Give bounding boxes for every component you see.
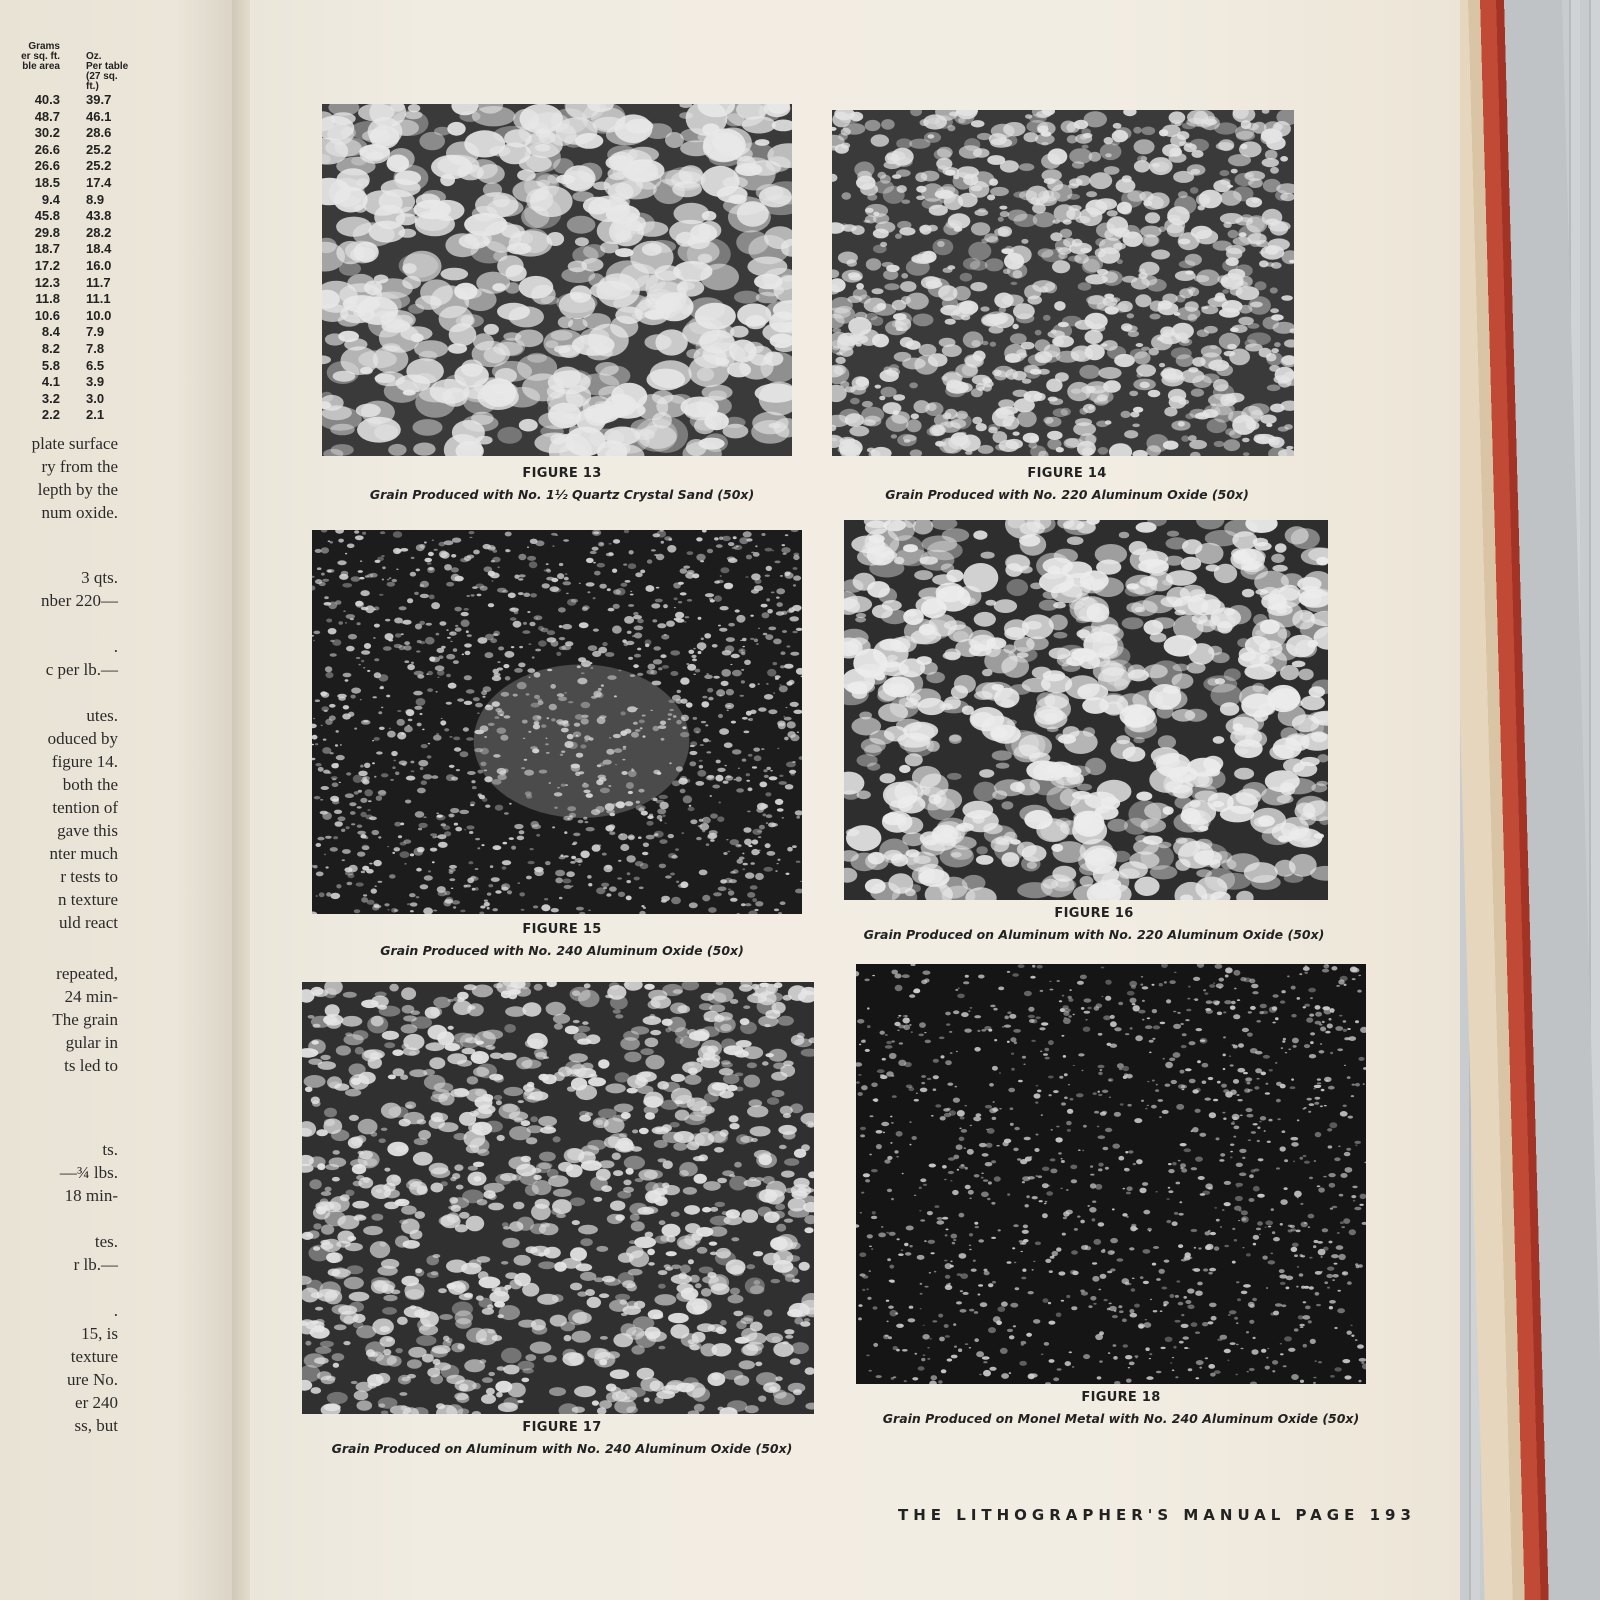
text-line: ts. [102,1140,118,1159]
table-row [0,192,140,209]
figure-14-photo [832,110,1294,456]
table-row [0,308,140,325]
text-line: c per lb.— [45,660,118,679]
table-cell-grams: 18.7 [34,241,60,257]
figure-16-label: FIGURE 16 [1054,906,1134,921]
table-row [0,208,140,225]
text-line: uld react [59,913,118,932]
table-cell-grams: 40.3 [34,92,60,107]
table-cell-grams: 29.8 [34,224,60,240]
text-line: repeated, [56,964,118,983]
table-row [0,358,140,375]
table-cell-grams: 26.6 [34,158,60,174]
table-cell-grams: 26.6 [34,141,60,157]
table-row [0,374,140,391]
table-header-grams: Grams [28,41,60,52]
text-line: nber 220— [41,591,118,610]
figure-15-photo [312,530,802,914]
table-row [0,407,140,424]
text-line: 18 min- [64,1186,118,1205]
figure-15-description: Grain Produced with No. 240 Aluminum Oxide (50x) [380,943,744,958]
table-row [0,241,140,258]
left-text-block-4 [0,1138,118,1437]
figure-17-description: Grain Produced on Aluminum with No. 240 Aluminum Oxide (50x) [331,1441,793,1456]
table-cell-oz: 8.9 [86,191,105,207]
table-cell-grams: 8.2 [41,340,60,356]
table-cell-oz: 25.2 [86,158,112,174]
grain-texture [844,520,1328,900]
text-line: 3 qts. [81,568,118,587]
table-cell-grams: 8.4 [41,324,60,340]
table-cell-oz: 2.1 [86,407,105,423]
text-line: nter much [49,844,118,863]
text-line: . [113,1301,118,1320]
table-cell-oz: 46.1 [86,108,112,124]
table-cell-oz: 39.7 [86,92,112,107]
text-line: 24 min- [64,987,118,1006]
text-line: lepth by the [37,480,118,499]
table-row [0,258,140,275]
table-row [0,291,140,308]
table-row [0,92,140,109]
table-header-oz: Oz. [86,51,102,62]
text-line: both the [62,775,118,794]
text-line: —¾ lbs. [59,1163,118,1182]
text-line: . [113,637,118,656]
figure-18-label: FIGURE 18 [1081,1390,1161,1405]
figure-14-description: Grain Produced with No. 220 Aluminum Oxide (50x) [885,487,1249,502]
table-row [0,109,140,126]
table-cell-grams: 30.2 [34,125,60,141]
table-row [0,158,140,175]
table-cell-grams: 17.2 [34,257,60,273]
table-cell-oz: 7.8 [86,340,105,356]
table-cell-oz: 43.8 [86,208,112,224]
left-text-block-3 [0,962,118,1077]
table-cell-oz: 28.2 [86,224,112,240]
grain-texture [322,104,792,456]
table-row [0,125,140,142]
figure-17-photo [302,982,814,1414]
table-rows [0,92,140,424]
text-line [0,681,118,704]
table-row [0,324,140,341]
text-line: tention of [52,798,118,817]
text-line [0,1276,118,1299]
table-header-grams-2: er sq. ft. [21,51,60,62]
table-row [0,341,140,358]
text-line: num oxide. [41,503,118,522]
figure-16-description: Grain Produced on Aluminum with No. 220 Aluminum Oxide (50x) [863,927,1325,942]
table-cell-oz: 6.5 [86,357,105,373]
text-line: gular in [65,1033,118,1052]
text-line: tes. [94,1232,118,1251]
table-row [0,175,140,192]
table-cell-grams: 5.8 [41,357,60,373]
figure-14-caption [826,466,1308,502]
figure-15-label: FIGURE 15 [522,922,602,937]
text-line: 15, is [81,1324,118,1343]
table-cell-grams: 45.8 [34,208,60,224]
table-cell-oz: 25.2 [86,141,112,157]
figure-17-label: FIGURE 17 [522,1420,602,1435]
table-row [0,391,140,408]
table-cell-grams: 9.4 [41,191,60,207]
figure-13-description: Grain Produced with No. 1½ Quartz Crystal Sand (50x) [369,487,755,502]
table-cell-oz: 3.9 [86,374,105,390]
figure-13-photo [322,104,792,456]
text-line: ss, but [74,1416,118,1435]
table-cell-grams: 10.6 [34,307,60,323]
table-header-oz-2: Per table [86,61,129,72]
text-line: ure No. [67,1370,118,1389]
left-text-block-1 [0,432,118,524]
grain-texture [832,110,1294,456]
table-cell-oz: 11.7 [86,274,111,290]
text-line: oduced by [47,729,118,748]
left-text-block-2 [0,566,118,934]
figure-15-caption [312,922,812,958]
figure-16-photo [844,520,1328,900]
text-line: er 240 [75,1393,118,1412]
figure-13-caption [322,466,802,502]
table-row [0,142,140,159]
text-line: r lb.— [73,1255,118,1274]
table-row [0,225,140,242]
table-cell-grams: 12.3 [34,274,60,290]
table-cell-grams: 2.2 [41,407,60,423]
figure-18-photo [856,964,1366,1384]
figure-18-caption [856,1390,1386,1426]
table-cell-grams: 11.8 [35,291,60,307]
table-cell-oz: 16.0 [86,257,112,273]
table-cell-oz: 10.0 [86,307,112,323]
grain-texture [312,530,802,914]
coating-weight-table [0,42,140,424]
text-line: plate surface [31,434,118,453]
table-cell-grams: 48.7 [34,108,60,124]
text-line: ts led to [64,1056,118,1075]
text-line: gave this [57,821,118,840]
text-line [0,1207,118,1230]
table-cell-grams: 18.5 [34,174,60,190]
text-line: figure 14. [51,752,118,771]
table-cell-oz: 17.4 [86,174,112,190]
grain-texture [302,982,814,1414]
text-line: n texture [58,890,118,909]
table-cell-grams: 3.2 [41,390,60,406]
figure-14-label: FIGURE 14 [1027,466,1107,481]
page-footer: THE LITHOGRAPHER'S MANUAL PAGE 193 [898,1506,1416,1524]
table-cell-oz: 7.9 [86,324,105,340]
left-page [0,0,250,1600]
text-line: texture [70,1347,118,1366]
figure-18-description: Grain Produced on Monel Metal with No. 240 Aluminum Oxide (50x) [882,1411,1360,1426]
figure-17-caption [302,1420,822,1456]
text-line: The grain [52,1010,118,1029]
table-header-grams-3: ble area [22,61,60,72]
table-cell-oz: 28.6 [86,125,112,141]
text-line: r tests to [60,867,118,886]
table-cell-grams: 4.1 [41,374,60,390]
table-cell-oz: 18.4 [86,241,112,257]
text-line: ry from the [41,457,118,476]
text-line: utes. [86,706,118,725]
grain-texture [856,964,1366,1384]
figure-13-label: FIGURE 13 [522,466,602,481]
table-cell-oz: 3.0 [86,390,105,406]
table-cell-oz: 11.1 [86,291,111,307]
table-header-oz-3: (27 sq. ft.) [86,71,118,92]
text-line [0,612,118,635]
figure-16-caption [844,906,1344,942]
table-row [0,275,140,292]
